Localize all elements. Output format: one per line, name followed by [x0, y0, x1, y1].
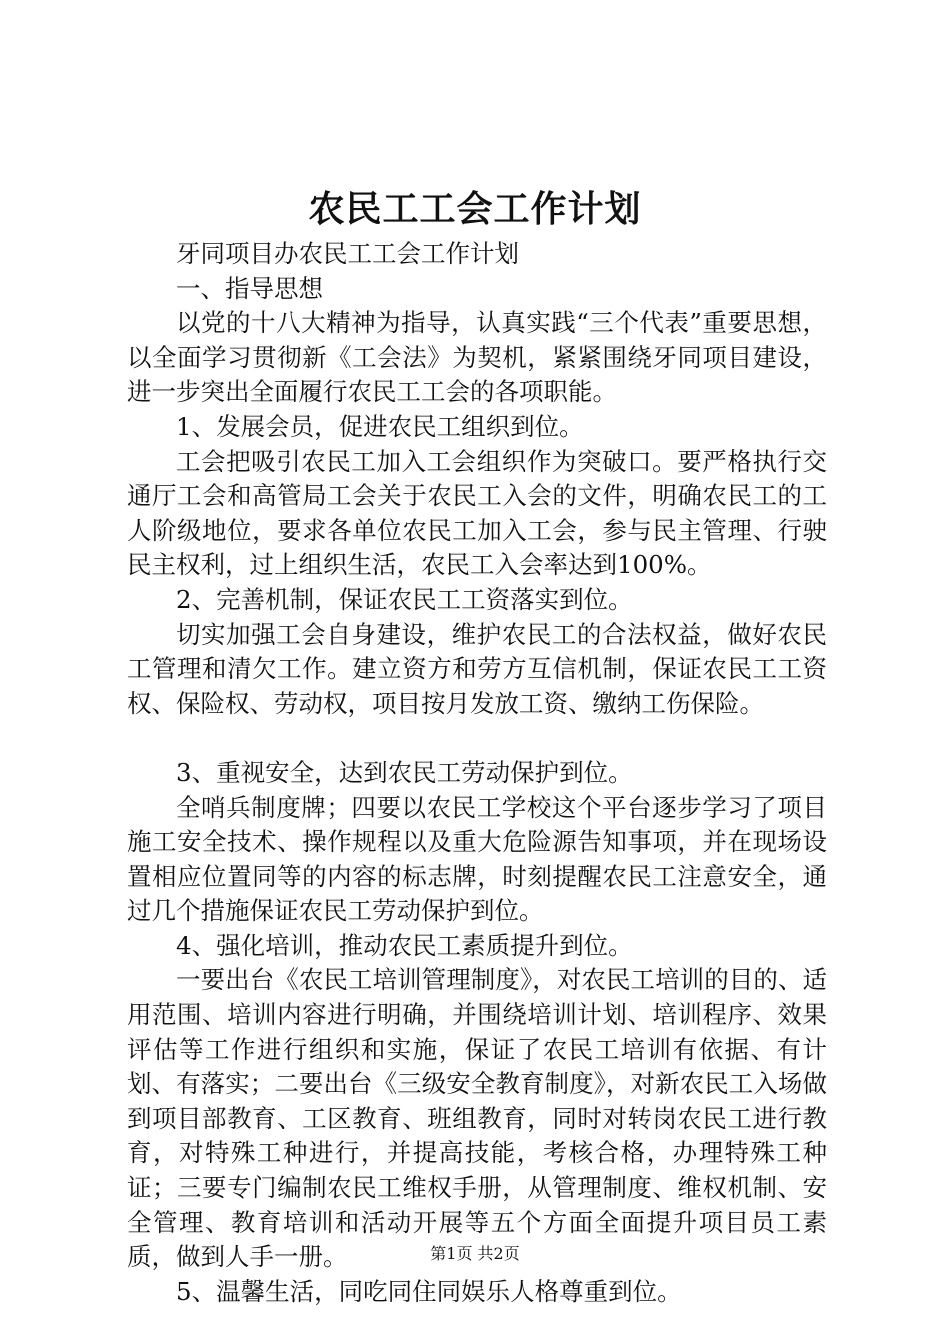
document-title: 农民工工会工作计划 [308, 188, 642, 230]
paragraph-item-3-heading: 3、重视安全，达到农民工劳动保护到位。 [176, 757, 633, 787]
paragraph-subtitle: 牙同项目办农民工工会工作计划 [176, 239, 519, 268]
paragraph-item-4-body: 一要出台《农民工培训管理制度》，对农民工培训的目的、适用范围、培训内容进行明确，并围绕培训计划、培训程序、效果评估等工作进行组织和实施，保证了农民工培训有依据、有计划、有落实；二要出台《三级安全教育制度》，对新农民工入场做到项目部教育、工区教育、班组教育，同时对转岗农民工进行教育，对特殊工种进行，并提高技能，考核合格，办理特殊工种证；三要专门编制农民工维权手册，从管理制度、维权机制、安全管理、教育培训和活动开展等五个方面全面提升项目员工素质，做到人手一册。 [127, 965, 827, 1272]
paragraph-item-5-heading: 5、温馨生活，同吃同住同娱乐人格尊重到位。 [176, 1276, 682, 1306]
page-footer: 第1页 共2页 [430, 1244, 520, 1263]
paragraph-item-1-heading: 1、发展会员，促进农民工组织到位。 [176, 411, 584, 441]
document-body [127, 237, 827, 1309]
paragraph-item-2-body: 切实加强工会自身建设，维护农民工的合法权益，做好农民工管理和清欠工作。建立资方和劳方互信机制，保证农民工工资权、保险权、劳动权，项目按月发放工资、缴纳工伤保险。 [127, 619, 827, 718]
paragraph-item-4-heading: 4、强化培训，推动农民工素质提升到位。 [176, 930, 633, 960]
paragraph-section-heading: 一、指导思想 [176, 273, 323, 303]
paragraph-item-2-heading: 2、完善机制，保证农民工工资落实到位。 [176, 584, 633, 614]
paragraph-guiding-ideology: 以党的十八大精神为指导，认真实践“三个代表”重要思想，以全面学习贯彻新《工会法》为契机，紧紧围绕牙同项目建设，进一步突出全面履行农民工工会的各项职能。 [127, 308, 827, 407]
paragraph-item-1-body: 工会把吸引农民工加入工会组织作为突破口。要严格执行交通厅工会和高管局工会关于农民工入会的文件，明确农民工的工人阶级地位，要求各单位农民工加入工会，参与民主管理、行驶民主权利，过上组织生活，农民工入会率达到100%。 [127, 446, 827, 580]
paragraph-item-3-body: 全哨兵制度牌；四要以农民工学校这个平台逐步学习了项目施工安全技术、操作规程以及重大危险源告知事项，并在现场设置相应位置同等的内容的标志牌，时刻提醒农民工注意安全，通过几个措施保证农民工劳动保护到位。 [127, 792, 827, 926]
